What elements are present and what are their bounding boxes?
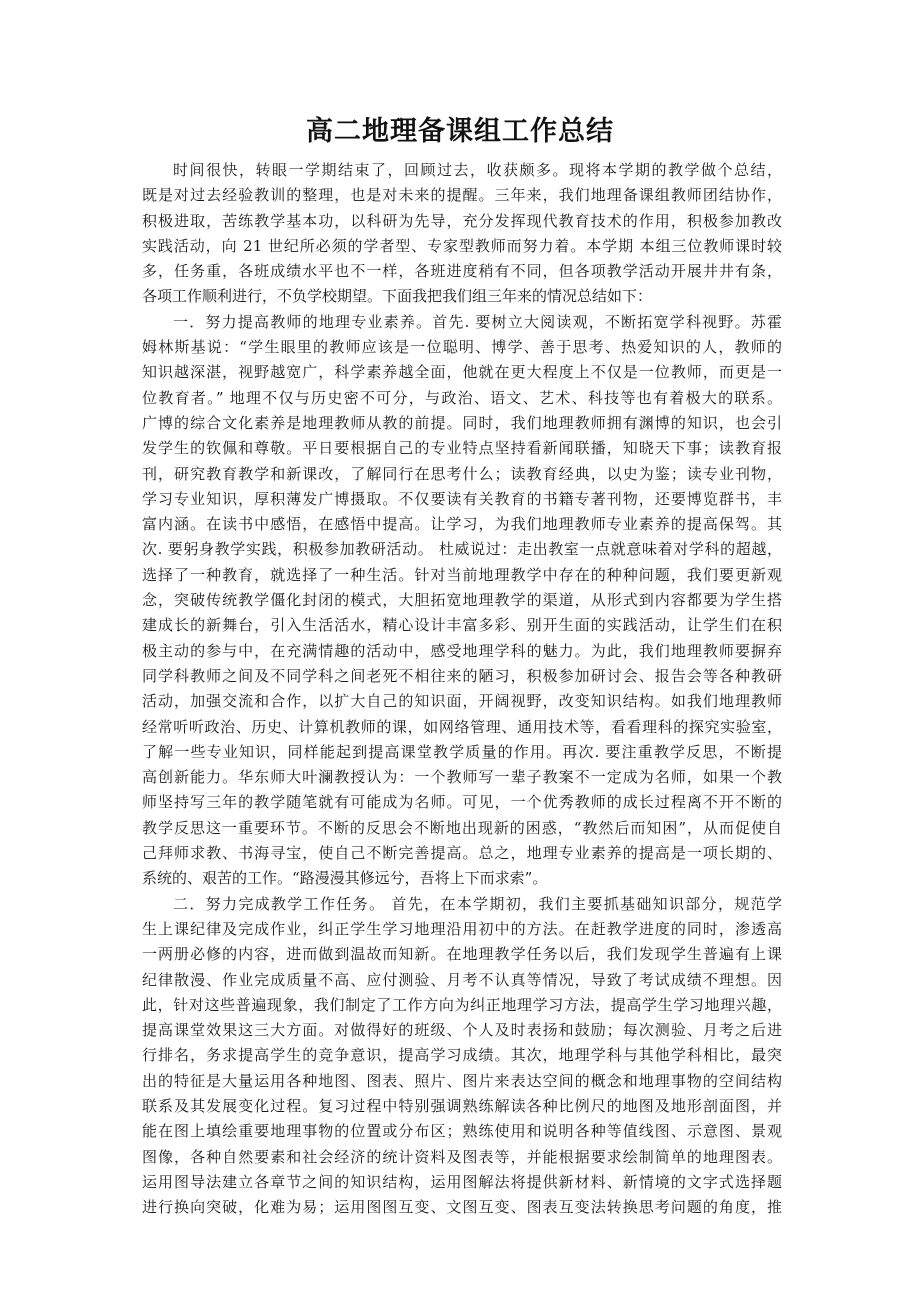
body-text-line: 教学反思这一重要环节。不断的反思会不断地出现新的困惑，“教然后而知困”，从而促使自 [142,818,782,837]
body-text-line: 一．努力提高教师的地理专业素养。首先. 要树立大阅读观，不断拓宽学科视野。苏霍 [173,312,782,331]
body-text-line: 建成长的新舞台，引入生活活水，精心设计丰富多彩、别开生面的实践活动，让学生们在积 [142,616,782,635]
body-text-line: 知识越深湛，视野越宽广，科学素养越全面，他就在更大程度上不仅是一位教师，而更是一 [142,363,782,382]
body-text-line: 纪律散漫、作业完成质量不高、应付测验、月考不认真等情况，导致了考试成绩不理想。因 [142,970,782,989]
body-text-line: 出的特征是大量运用各种地图、图表、照片、图片来表达空间的概念和地理事物的空间结构 [142,1071,782,1090]
body-text-line: 积极进取，苦练教学基本功，以科研为先导，充分发挥现代教育技术的作用，积极参加教改 [142,211,782,230]
body-text-line: 各项工作顺利进行，不负学校期望。下面我把我们组三年来的情况总结如下： [142,287,653,306]
body-text-line: 广博的综合文化素养是地理教师从教的前提。同时，我们地理教师拥有渊博的知识，也会引 [142,413,782,432]
body-text-line: 系统的、艰苦的工作。“路漫漫其修远兮，吾将上下而求索”。 [142,869,548,888]
body-text-line: 提高课堂效果这三大方面。对做得好的班级、个人及时表扬和鼓励；每次测验、月考之后进 [142,1021,782,1040]
body-text-line: 联系及其发展变化过程。复习过程中特别强调熟练解读各种比例尺的地图及地形剖面图，并 [142,1096,782,1115]
document-title: 高二地理备课组工作总结 [306,116,614,147]
body-text-line: 经常听听政治、历史、计算机教师的课，如网络管理、通用技术等，看看理科的探究实验室， [142,717,782,736]
body-text-line: 富内涵。在读书中感悟，在感悟中提高。让学习，为我们地理教师专业素养的提高保驾。其 [142,515,782,534]
body-text-line: 同学科教师之间及不同学科之间老死不相往来的陋习，积极参加研讨会、报告会等各种教研 [142,666,782,685]
body-text-line: 二．努力完成教学工作任务。 首先，在本学期初，我们主要抓基础知识部分，规范学 [173,894,782,913]
body-text-line: 刊，研究教育教学和新课改，了解同行在思考什么；读教育经典，以史为鉴；读专业刊物， [142,464,782,483]
body-text-line: 学习专业知识，厚积薄发广博摄取。不仅要读有关教育的书籍专著刊物，还要博览群书，丰 [142,489,782,508]
body-text-line: 既是对过去经验教训的整理，也是对未来的提醒。三年来，我们地理备课组教师团结协作， [142,186,782,205]
body-text-line: 极主动的参与中，在充满情趣的活动中，感受地理学科的魅力。为此，我们地理教师要摒弃 [142,641,782,660]
body-text-line: 生上课纪律及完成作业，纠正学生学习地理沿用初中的方法。在赶教学进度的同时，渗透高 [142,919,782,938]
body-text-line: 活动，加强交流和合作，以扩大自己的知识面，开阔视野，改变知识结构。如我们地理教师 [142,692,782,711]
body-text-line: 高创新能力。华东师大叶澜教授认为：一个教师写一辈子教案不一定成为名师，如果一个教 [142,768,782,787]
body-text-line: 能在图上填绘重要地理事物的位置或分布区；熟练使用和说明各种等值线图、示意图、景观 [142,1122,782,1141]
body-text-line: 发学生的钦佩和尊敬。平日要根据自己的专业特点坚持看新闻联播，知晓天下事；读教育报 [142,439,782,458]
document-body [142,158,782,1220]
body-text-line: 此，针对这些普遍现象，我们制定了工作方向为纠正地理学习方法，提高学生学习地理兴趣， [142,995,782,1014]
body-text-line: 师坚持写三年的教学随笔就有可能成为名师。可见，一个优秀教师的成长过程离不开不断的 [142,793,782,812]
body-text-line: 多，任务重，各班成绩水平也不一样，各班进度稍有不同，但各项教学活动开展井井有条， [142,262,782,281]
body-text-line: 念，突破传统教学僵化封闭的模式，大胆拓宽地理教学的渠道，从形式到内容都要为学生搭 [142,591,782,610]
body-text-line: 进行换向突破，化难为易；运用图图互变、文图互变、图表互变法转换思考问题的角度，推 [142,1198,782,1217]
body-text-line: 位教育者。” 地理不仅与历史密不可分，与政治、语文、艺术、科技等也有着极大的联系。 [142,388,782,407]
body-text-line: 图像，各种自然要素和社会经济的统计资料及图表等，并能根据要求绘制简单的地理图表。 [142,1147,782,1166]
body-text-line: 次. 要躬身教学实践，积极参加教研活动。 杜威说过：走出教室一点就意味着对学科的超越， [142,540,782,559]
body-text-line: 一两册必修的内容，进而做到温故而知新。在地理教学任务以后，我们发现学生普遍有上课 [142,945,782,964]
body-text-line: 行排名，务求提高学生的竞争意识，提高学习成绩。其次，地理学科与其他学科相比，最突 [142,1046,782,1065]
body-text-line: 己拜师求教、书海寻宝，使自己不断完善提高。总之，地理专业素养的提高是一项长期的、 [142,844,782,863]
body-text-line: 运用图导法建立各章节之间的知识结构，运用图解法将提供新材料、新情境的文字式选择题 [142,1172,782,1191]
body-text-line: 姆林斯基说：“学生眼里的教师应该是一位聪明、博学、善于思考、热爱知识的人，教师的 [142,338,782,357]
body-text-line: 选择了一种教育，就选择了一种生活。针对当前地理教学中存在的种种问题，我们要更新观 [142,565,782,584]
body-text-line: 时间很快，转眼一学期结束了，回顾过去，收获颇多。现将本学期的教学做个总结， [173,161,782,179]
body-text-line: 了解一些专业知识，同样能起到提高课堂教学质量的作用。再次. 要注重教学反思，不断提 [142,742,782,761]
body-text-line: 实践活动，向 21 世纪所必须的学者型、专家型教师而努力着。本学期 本组三位教师课时较 [142,236,782,255]
